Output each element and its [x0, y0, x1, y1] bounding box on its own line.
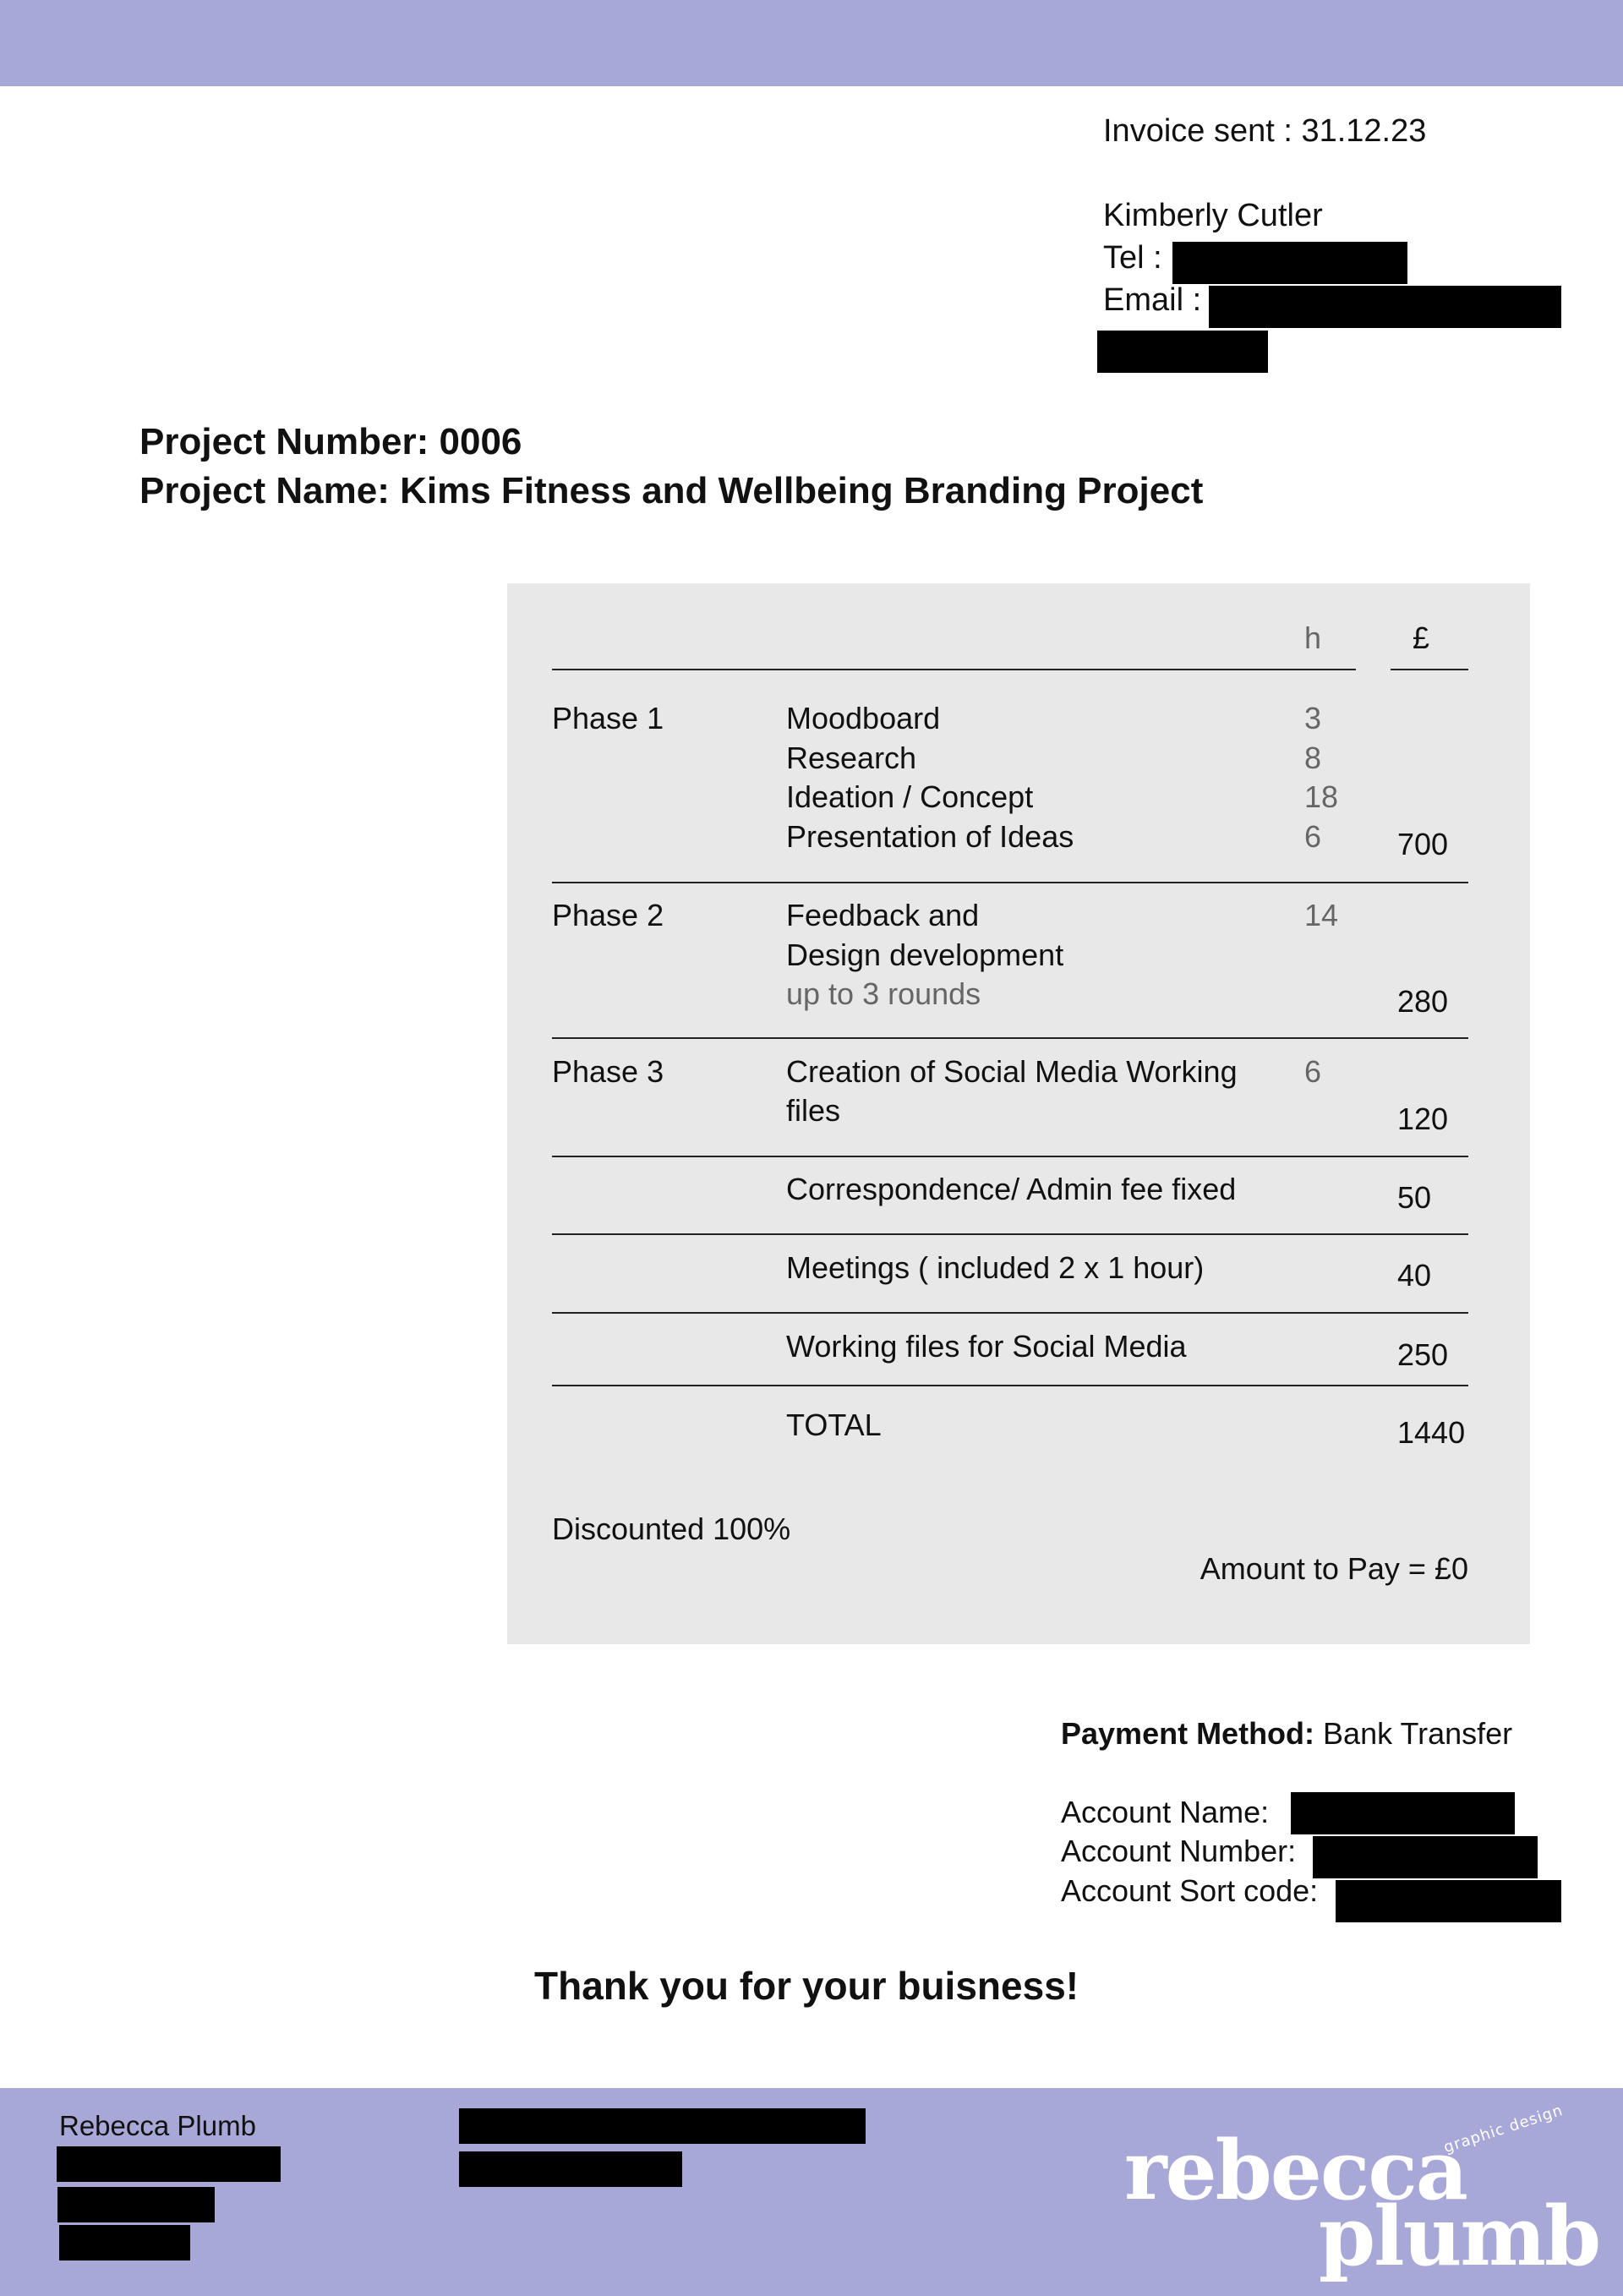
line-item-desc: Moodboard — [786, 701, 941, 735]
hours-column-header: h — [1304, 620, 1322, 655]
phase-cost: 700 — [1397, 827, 1449, 861]
line-item-hours: 6 — [1304, 1054, 1322, 1089]
line-item-desc: Research — [786, 741, 917, 775]
redacted-email — [1209, 286, 1561, 328]
logo-line-1: rebecca — [1124, 2123, 1467, 2218]
line-item-desc: Presentation of Ideas — [786, 819, 1074, 854]
line-item-hours: 18 — [1304, 779, 1339, 814]
extra-desc: Working files for Social Media — [786, 1329, 1187, 1364]
redacted-footer-line — [57, 2187, 215, 2222]
table-divider — [1391, 669, 1468, 670]
logo-line-2: plumb — [1319, 2189, 1600, 2284]
project-name: Project Name: Kims Fitness and Wellbeing Branding Project — [139, 470, 1204, 511]
phase-cost: 120 — [1397, 1102, 1449, 1136]
line-item-hours: 8 — [1304, 741, 1322, 775]
project-number: Project Number: 0006 — [139, 421, 522, 462]
redacted-footer-contact — [459, 2108, 866, 2144]
table-divider — [552, 882, 1468, 883]
logo-tagline: graphic design — [1441, 2101, 1566, 2157]
redacted-account-name — [1291, 1792, 1515, 1834]
account-name-label: Account Name: — [1061, 1795, 1270, 1829]
phase-label: Phase 1 — [552, 701, 664, 735]
redacted-tel — [1172, 242, 1407, 284]
account-number-label: Account Number: — [1061, 1834, 1297, 1868]
extra-cost: 40 — [1397, 1258, 1432, 1293]
total-label: TOTAL — [786, 1408, 882, 1442]
sort-code-label: Account Sort code: — [1061, 1873, 1319, 1908]
amount-to-pay: Amount to Pay = £0 — [1199, 1551, 1468, 1586]
tel-label: Tel : — [1103, 240, 1162, 276]
cost-table-panel — [507, 583, 1530, 1644]
line-item-desc: Design development — [786, 938, 1064, 972]
phase-label: Phase 3 — [552, 1054, 664, 1089]
discount-note: Discounted 100% — [552, 1512, 791, 1546]
extra-cost: 50 — [1397, 1180, 1432, 1215]
rebecca-plumb-logo — [1124, 2101, 1600, 2284]
redacted-footer-line — [59, 2225, 190, 2260]
thank-you-message: Thank you for your buisness! — [534, 1964, 1079, 2008]
client-name: Kimberly Cutler — [1103, 198, 1323, 233]
extra-desc: Meetings ( included 2 x 1 hour) — [786, 1250, 1205, 1285]
table-divider — [552, 1312, 1468, 1314]
payment-method-label: Payment Method: — [1061, 1716, 1315, 1751]
table-divider — [552, 1156, 1468, 1157]
footer-name: Rebecca Plumb — [59, 2110, 256, 2141]
redacted-sort-code — [1336, 1880, 1561, 1922]
table-divider — [552, 1037, 1468, 1039]
line-item-note: up to 3 rounds — [786, 976, 981, 1011]
extra-cost: 250 — [1397, 1337, 1449, 1372]
line-item-hours: 14 — [1304, 898, 1339, 932]
table-divider — [552, 1385, 1468, 1386]
payment-method — [1061, 1714, 1512, 1753]
invoice-sent-date: Invoice sent : 31.12.23 — [1103, 113, 1427, 149]
phase-label: Phase 2 — [552, 898, 664, 932]
extra-desc: Correspondence/ Admin fee fixed — [786, 1172, 1237, 1206]
redacted-footer-line — [57, 2146, 281, 2182]
header-band — [0, 0, 1623, 86]
line-item-desc: Feedback and — [786, 898, 980, 932]
total-value: 1440 — [1397, 1415, 1466, 1450]
payment-method-value: Bank Transfer — [1323, 1716, 1513, 1751]
email-label: Email : — [1103, 282, 1202, 318]
table-divider — [552, 1233, 1468, 1235]
currency-column-header: £ — [1413, 620, 1430, 655]
line-item-desc: files — [786, 1093, 841, 1128]
redacted-account-number — [1313, 1836, 1538, 1878]
line-item-hours: 6 — [1304, 819, 1322, 854]
table-divider — [552, 669, 1356, 670]
redacted-info — [1097, 331, 1268, 373]
phase-cost: 280 — [1397, 984, 1449, 1019]
line-item-hours: 3 — [1304, 701, 1322, 735]
redacted-footer-contact — [459, 2151, 682, 2187]
line-item-desc: Ideation / Concept — [786, 779, 1034, 814]
line-item-desc: Creation of Social Media Working — [786, 1054, 1238, 1089]
